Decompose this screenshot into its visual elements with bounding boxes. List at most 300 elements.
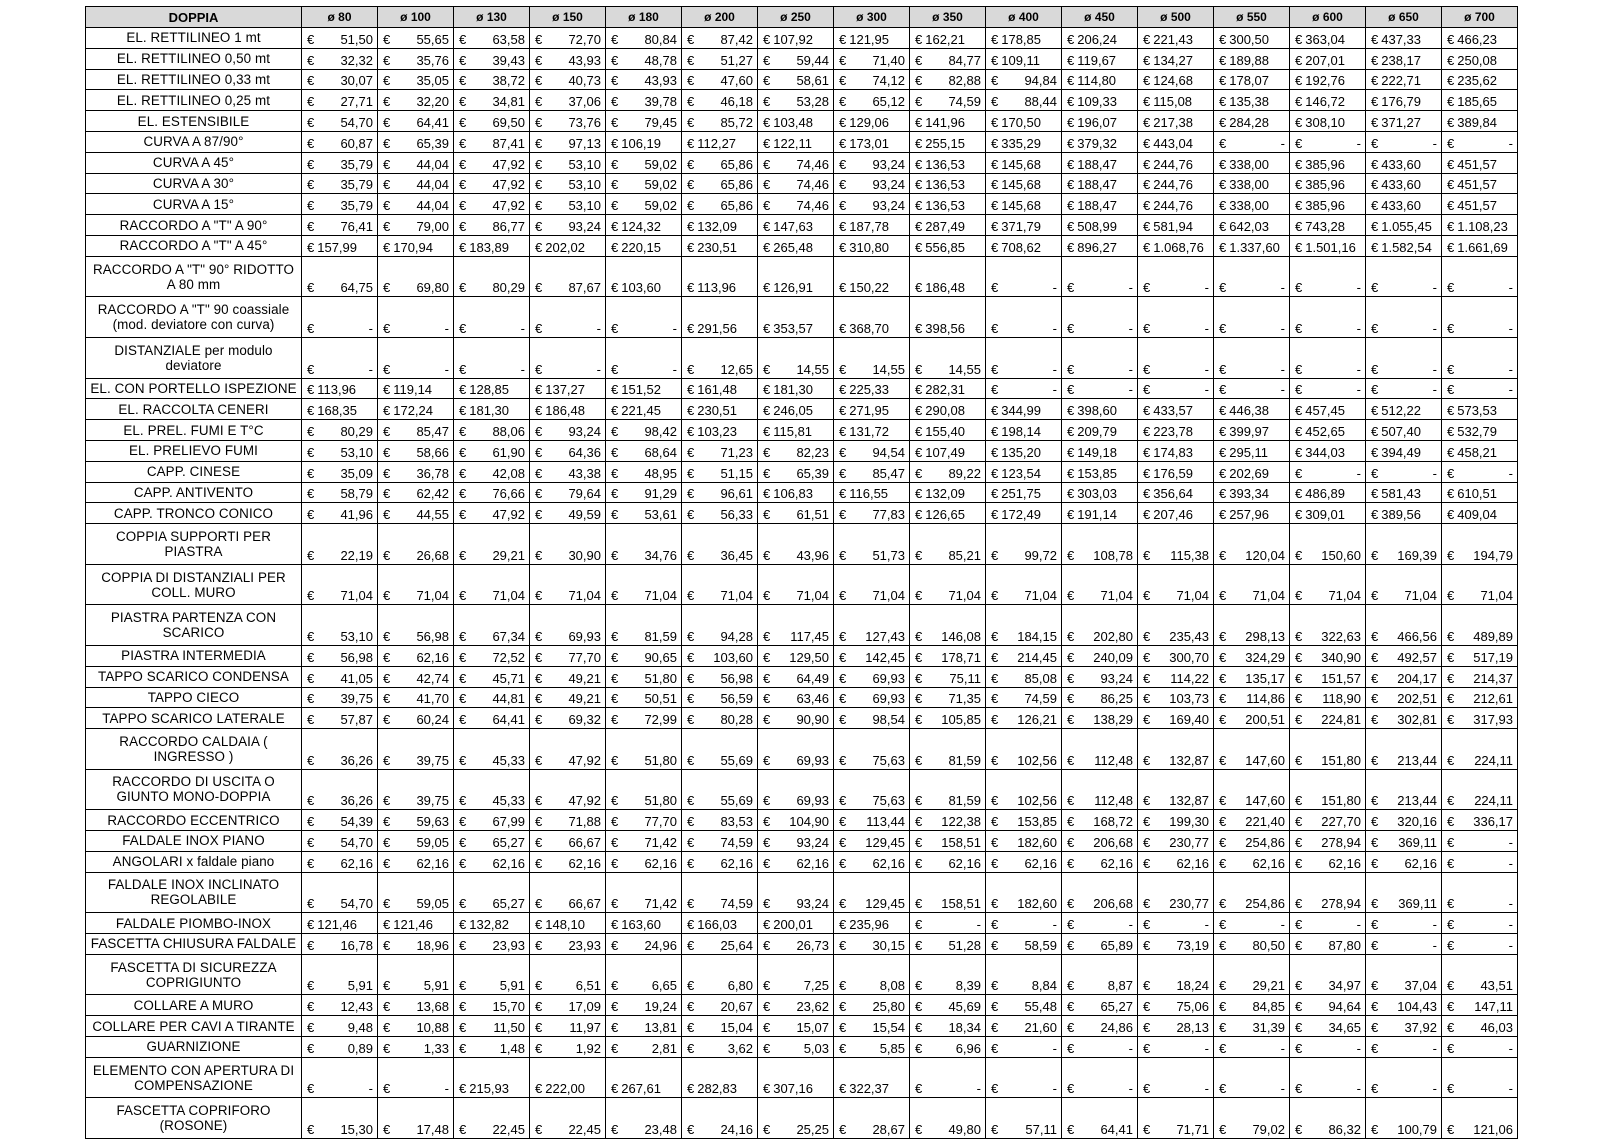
price-cell	[1366, 131, 1442, 152]
row-label: RACCORDO A "T" A 90°	[86, 215, 302, 236]
price-value: 642,03	[1229, 218, 1269, 234]
price-cell	[682, 954, 758, 995]
price-value: 15,70	[492, 999, 525, 1015]
currency-symbol: €	[1371, 588, 1379, 604]
price-value: 59,63	[416, 814, 449, 830]
currency-symbol: €	[1447, 73, 1455, 89]
price-cell	[910, 235, 986, 256]
price-value: 64,49	[796, 670, 829, 686]
price-value: 532,79	[1457, 423, 1497, 439]
currency-symbol: €	[535, 198, 543, 214]
price-value: 244,76	[1153, 177, 1193, 193]
currency-symbol: €	[687, 937, 695, 953]
price-value: 170,94	[393, 239, 433, 255]
price-cell	[758, 90, 834, 111]
price-value: -	[1356, 917, 1361, 933]
row-label: EL. PREL. FUMI E T°C	[86, 420, 302, 441]
price-value: 43,96	[796, 547, 829, 563]
price-cell	[606, 934, 682, 955]
price-value: -	[1052, 1081, 1057, 1097]
currency-symbol: €	[307, 135, 315, 151]
currency-symbol: €	[839, 999, 847, 1015]
row-label: TAPPO CIECO	[86, 687, 302, 708]
price-cell	[454, 337, 530, 378]
price-cell	[758, 769, 834, 810]
price-value: 209,79	[1077, 423, 1117, 439]
currency-symbol: €	[1143, 712, 1151, 728]
currency-symbol: €	[1067, 280, 1075, 296]
price-value: 310,80	[849, 239, 889, 255]
price-cell	[834, 337, 910, 378]
price-value: 131,72	[849, 423, 889, 439]
price-value: 222,00	[545, 1081, 585, 1097]
price-cell	[530, 152, 606, 173]
price-cell	[986, 131, 1062, 152]
currency-symbol: €	[611, 403, 619, 419]
currency-symbol: €	[687, 486, 695, 502]
price-cell	[530, 769, 606, 810]
price-value: 82,23	[796, 444, 829, 460]
price-value: 186,48	[545, 403, 585, 419]
currency-symbol: €	[1067, 177, 1075, 193]
currency-symbol: €	[535, 73, 543, 89]
currency-symbol: €	[1447, 834, 1455, 850]
price-cell	[302, 666, 378, 687]
price-cell	[606, 872, 682, 913]
price-value: 57,11	[1025, 1122, 1057, 1138]
price-cell	[302, 235, 378, 256]
price-cell	[1138, 605, 1214, 646]
currency-symbol: €	[1143, 198, 1151, 214]
currency-symbol: €	[991, 1081, 999, 1097]
price-value: 214,45	[1017, 649, 1057, 665]
currency-symbol: €	[915, 239, 923, 255]
price-value: -	[1432, 382, 1437, 398]
price-cell	[302, 1057, 378, 1098]
price-value: 88,06	[492, 423, 525, 439]
currency-symbol: €	[459, 361, 467, 377]
price-value: 172,24	[393, 403, 433, 419]
price-cell	[1366, 524, 1442, 565]
price-value: 35,76	[416, 52, 449, 68]
price-value: -	[1356, 1040, 1361, 1056]
price-value: 44,04	[416, 198, 449, 214]
currency-symbol: €	[535, 649, 543, 665]
price-value: 43,93	[644, 73, 677, 89]
currency-symbol: €	[1295, 73, 1303, 89]
currency-symbol: €	[611, 382, 619, 398]
price-cell	[834, 666, 910, 687]
price-value: 114,86	[1246, 691, 1285, 707]
currency-symbol: €	[1295, 486, 1303, 502]
column-header: ø 700	[1442, 7, 1518, 28]
row-label: CAPP. ANTIVENTO	[86, 482, 302, 503]
price-cell	[378, 913, 454, 934]
price-value: 132,82	[469, 917, 509, 933]
currency-symbol: €	[459, 156, 467, 172]
price-value: 31,39	[1252, 1020, 1285, 1036]
price-cell	[758, 851, 834, 872]
price-cell	[530, 337, 606, 378]
currency-symbol: €	[1371, 239, 1379, 255]
currency-symbol: €	[915, 52, 923, 68]
price-value: -	[1128, 320, 1133, 336]
price-cell	[758, 69, 834, 90]
price-cell	[758, 687, 834, 708]
currency-symbol: €	[763, 382, 771, 398]
currency-symbol: €	[1219, 752, 1227, 768]
price-cell	[682, 810, 758, 831]
price-cell	[1062, 934, 1138, 955]
price-cell	[378, 378, 454, 399]
price-value: 322,63	[1321, 628, 1361, 644]
currency-symbol: €	[459, 978, 467, 994]
price-cell	[834, 1098, 910, 1139]
currency-symbol: €	[915, 114, 923, 130]
price-cell	[1214, 503, 1290, 524]
currency-symbol: €	[915, 547, 923, 563]
currency-symbol: €	[307, 588, 315, 604]
currency-symbol: €	[915, 1081, 923, 1097]
price-value: 222,71	[1381, 73, 1421, 89]
currency-symbol: €	[915, 628, 923, 644]
currency-symbol: €	[1371, 94, 1379, 110]
currency-symbol: €	[1447, 793, 1455, 809]
table-row	[86, 337, 1518, 378]
price-cell	[378, 687, 454, 708]
price-value: 121,46	[393, 917, 433, 933]
price-cell	[454, 28, 530, 49]
price-value: 65,86	[720, 198, 753, 214]
price-value: 433,60	[1381, 156, 1421, 172]
table-row	[86, 90, 1518, 111]
price-value: 34,81	[492, 94, 525, 110]
price-value: 240,09	[1093, 649, 1133, 665]
price-cell	[758, 995, 834, 1016]
price-cell	[834, 729, 910, 770]
price-cell	[986, 1098, 1062, 1139]
price-value: -	[1508, 1040, 1513, 1056]
price-value: 47,92	[492, 198, 525, 214]
currency-symbol: €	[1219, 1122, 1227, 1138]
currency-symbol: €	[1295, 135, 1303, 151]
price-value: 89,22	[948, 465, 981, 481]
price-cell	[530, 831, 606, 852]
price-value: 80,29	[340, 423, 373, 439]
table-row	[86, 399, 1518, 420]
price-value: 85,21	[948, 547, 981, 563]
price-value: 398,60	[1077, 403, 1117, 419]
price-value: 182,60	[1017, 896, 1057, 912]
price-cell	[454, 420, 530, 441]
table-row	[86, 524, 1518, 565]
price-cell	[1214, 399, 1290, 420]
currency-symbol: €	[1067, 382, 1075, 398]
price-cell	[606, 729, 682, 770]
price-cell	[606, 564, 682, 605]
currency-symbol: €	[1371, 793, 1379, 809]
price-cell	[986, 461, 1062, 482]
currency-symbol: €	[1295, 361, 1303, 377]
price-cell	[758, 954, 834, 995]
price-value: 74,59	[1024, 691, 1057, 707]
price-cell	[378, 152, 454, 173]
price-value: 145,68	[1001, 156, 1041, 172]
row-label: RACCORDO A "T" 90° RIDOTTO A 80 mm	[86, 256, 302, 297]
price-cell	[1138, 461, 1214, 482]
currency-symbol: €	[1067, 1122, 1075, 1138]
currency-symbol: €	[1143, 1081, 1151, 1097]
price-cell	[1290, 503, 1366, 524]
currency-symbol: €	[535, 156, 543, 172]
currency-symbol: €	[611, 793, 619, 809]
price-cell	[986, 28, 1062, 49]
price-cell	[1062, 256, 1138, 297]
column-header: ø 180	[606, 7, 682, 28]
price-cell	[1138, 954, 1214, 995]
price-value: -	[1432, 465, 1437, 481]
price-value: 98,54	[872, 712, 905, 728]
price-value: 74,46	[796, 156, 829, 172]
table-row	[86, 194, 1518, 215]
price-value: 409,04	[1457, 507, 1497, 523]
currency-symbol: €	[459, 177, 467, 193]
price-cell	[1290, 378, 1366, 399]
currency-symbol: €	[383, 670, 391, 686]
currency-symbol: €	[839, 444, 847, 460]
currency-symbol: €	[687, 834, 695, 850]
price-cell	[378, 708, 454, 729]
currency-symbol: €	[763, 978, 771, 994]
price-cell	[1442, 28, 1518, 49]
table-row	[86, 769, 1518, 810]
row-label: CAPP. CINESE	[86, 461, 302, 482]
price-value: 36,26	[340, 793, 373, 809]
price-cell	[1214, 708, 1290, 729]
currency-symbol: €	[1067, 218, 1075, 234]
currency-symbol: €	[991, 423, 999, 439]
price-cell	[1366, 831, 1442, 852]
currency-symbol: €	[991, 94, 999, 110]
price-cell	[302, 378, 378, 399]
currency-symbol: €	[535, 507, 543, 523]
price-cell	[302, 851, 378, 872]
price-value: 287,49	[925, 218, 965, 234]
price-value: 151,80	[1321, 793, 1361, 809]
price-cell	[1062, 831, 1138, 852]
price-value: -	[976, 1081, 981, 1097]
currency-symbol: €	[459, 1122, 467, 1138]
price-value: 116,55	[849, 486, 889, 502]
price-value: 75,63	[872, 752, 905, 768]
price-cell	[910, 954, 986, 995]
price-value: 51,27	[720, 52, 753, 68]
price-value: 90,90	[796, 712, 829, 728]
price-cell	[1290, 645, 1366, 666]
price-cell	[1290, 524, 1366, 565]
currency-symbol: €	[535, 999, 543, 1015]
currency-symbol: €	[535, 588, 543, 604]
currency-symbol: €	[383, 177, 391, 193]
price-cell	[454, 564, 530, 605]
price-value: -	[1432, 135, 1437, 151]
currency-symbol: €	[611, 280, 619, 296]
currency-symbol: €	[611, 156, 619, 172]
price-value: 99,72	[1024, 547, 1057, 563]
currency-symbol: €	[535, 465, 543, 481]
price-value: 322,37	[849, 1081, 889, 1097]
price-value: 93,24	[796, 834, 829, 850]
currency-symbol: €	[1067, 999, 1075, 1015]
price-cell	[1442, 666, 1518, 687]
currency-symbol: €	[1143, 73, 1151, 89]
price-cell	[1214, 995, 1290, 1016]
price-cell	[454, 69, 530, 90]
price-value: -	[1508, 917, 1513, 933]
price-cell	[1442, 810, 1518, 831]
price-cell	[1366, 337, 1442, 378]
currency-symbol: €	[307, 31, 315, 47]
row-label: COLLARE A MURO	[86, 995, 302, 1016]
price-value: 1.582,54	[1381, 239, 1432, 255]
price-cell	[378, 461, 454, 482]
currency-symbol: €	[991, 814, 999, 830]
price-cell	[986, 995, 1062, 1016]
price-value: 112,48	[1094, 752, 1133, 768]
price-value: 136,53	[925, 177, 965, 193]
price-value: 215,93	[469, 1081, 509, 1097]
table-row	[86, 48, 1518, 69]
currency-symbol: €	[991, 444, 999, 460]
price-cell	[530, 666, 606, 687]
price-value: 136,53	[925, 198, 965, 214]
currency-symbol: €	[307, 218, 315, 234]
currency-symbol: €	[459, 937, 467, 953]
price-value: -	[596, 361, 601, 377]
price-cell	[1290, 1098, 1366, 1139]
price-cell	[302, 913, 378, 934]
price-cell	[530, 605, 606, 646]
table-row	[86, 215, 1518, 236]
price-cell	[606, 503, 682, 524]
currency-symbol: €	[1371, 937, 1379, 953]
table-row	[86, 995, 1518, 1016]
currency-symbol: €	[535, 218, 543, 234]
currency-symbol: €	[687, 73, 695, 89]
price-value: 0,89	[347, 1040, 373, 1056]
price-cell	[1366, 872, 1442, 913]
price-cell	[1138, 995, 1214, 1016]
price-cell	[834, 564, 910, 605]
currency-symbol: €	[459, 403, 467, 419]
currency-symbol: €	[1219, 382, 1227, 398]
price-cell	[1290, 1016, 1366, 1037]
price-cell	[530, 934, 606, 955]
currency-symbol: €	[687, 588, 695, 604]
currency-symbol: €	[1295, 547, 1303, 563]
price-cell	[1290, 337, 1366, 378]
currency-symbol: €	[535, 937, 543, 953]
currency-symbol: €	[839, 649, 847, 665]
currency-symbol: €	[1067, 896, 1075, 912]
currency-symbol: €	[1447, 444, 1455, 460]
price-value: 105,85	[941, 712, 981, 728]
currency-symbol: €	[763, 670, 771, 686]
price-value: 11,97	[569, 1020, 601, 1036]
price-value: 433,60	[1381, 177, 1421, 193]
row-label: ELEMENTO CON APERTURA DI COMPENSAZIONE	[86, 1057, 302, 1098]
currency-symbol: €	[915, 1040, 923, 1056]
row-label: CURVA A 87/90°	[86, 131, 302, 152]
price-cell	[454, 1037, 530, 1058]
currency-symbol: €	[1143, 465, 1151, 481]
price-value: 84,77	[948, 52, 981, 68]
price-value: 192,76	[1305, 73, 1345, 89]
currency-symbol: €	[611, 691, 619, 707]
price-cell	[1138, 28, 1214, 49]
currency-symbol: €	[535, 177, 543, 193]
price-value: 6,51	[575, 978, 601, 994]
currency-symbol: €	[991, 917, 999, 933]
currency-symbol: €	[1143, 239, 1151, 255]
currency-symbol: €	[991, 752, 999, 768]
currency-symbol: €	[611, 73, 619, 89]
currency-symbol: €	[307, 320, 315, 336]
price-value: -	[1508, 855, 1513, 871]
price-value: 126,65	[925, 507, 965, 523]
price-value: 353,57	[773, 320, 813, 336]
price-cell	[1366, 1098, 1442, 1139]
price-value: 65,12	[872, 94, 905, 110]
price-cell	[454, 235, 530, 256]
price-value: -	[1280, 1040, 1285, 1056]
currency-symbol: €	[991, 1040, 999, 1056]
price-cell	[1062, 645, 1138, 666]
price-cell	[454, 913, 530, 934]
price-value: 446,38	[1229, 403, 1269, 419]
currency-symbol: €	[839, 793, 847, 809]
price-cell	[1062, 111, 1138, 132]
currency-symbol: €	[991, 978, 999, 994]
currency-symbol: €	[459, 588, 467, 604]
table-row	[86, 235, 1518, 256]
price-value: -	[1356, 135, 1361, 151]
price-cell	[682, 769, 758, 810]
price-cell	[1214, 482, 1290, 503]
price-value: 324,29	[1245, 649, 1285, 665]
price-cell	[834, 152, 910, 173]
price-value: 86,77	[492, 218, 525, 234]
column-header: ø 450	[1062, 7, 1138, 28]
price-cell	[1442, 913, 1518, 934]
price-value: 53,10	[568, 198, 601, 214]
price-cell	[1442, 194, 1518, 215]
currency-symbol: €	[1447, 649, 1455, 665]
price-cell	[606, 1037, 682, 1058]
currency-symbol: €	[687, 423, 695, 439]
price-cell	[454, 461, 530, 482]
price-value: 71,04	[1176, 588, 1209, 604]
price-value: 188,47	[1077, 177, 1117, 193]
price-cell	[302, 524, 378, 565]
currency-symbol: €	[611, 1122, 619, 1138]
price-value: 45,33	[492, 752, 525, 768]
price-cell	[606, 605, 682, 646]
price-value: 194,79	[1473, 547, 1513, 563]
column-header: ø 200	[682, 7, 758, 28]
price-value: -	[1280, 361, 1285, 377]
price-cell	[758, 934, 834, 955]
